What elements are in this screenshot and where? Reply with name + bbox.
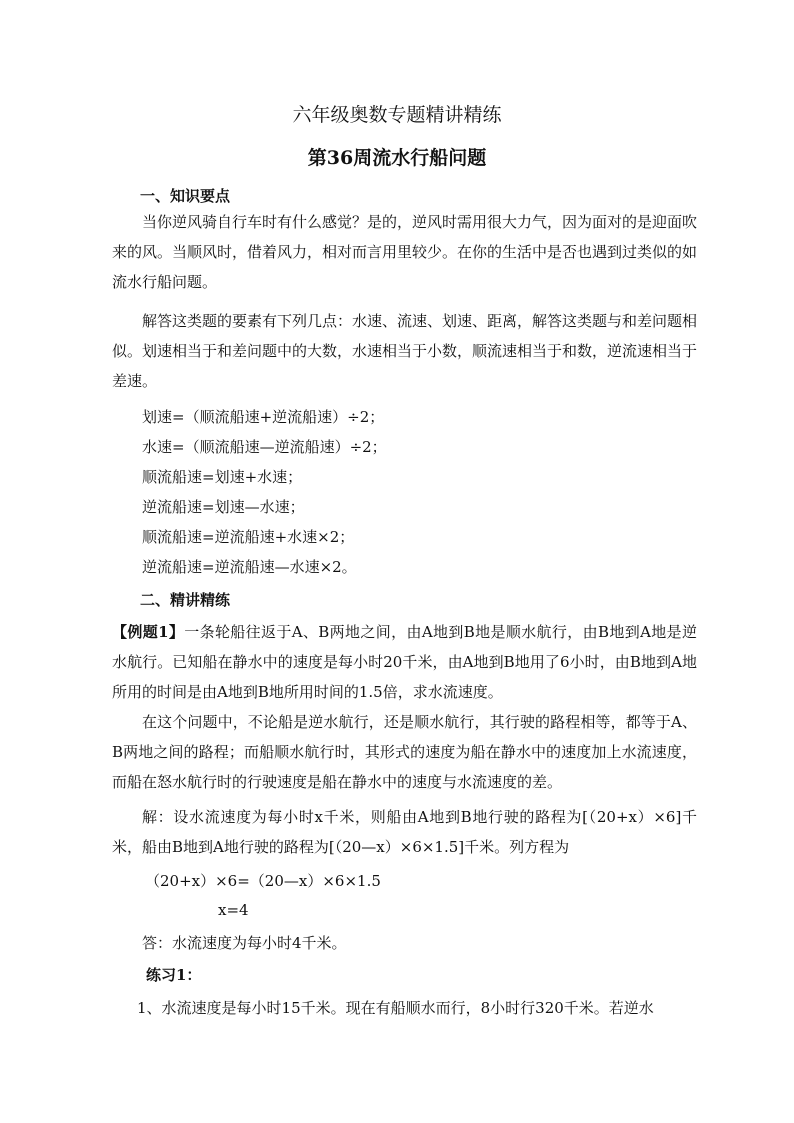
example-paragraph <box>112 617 697 707</box>
document-subtitle: 第36周流水行船问题 <box>307 147 487 169</box>
elements-text: 解答这类题的要素有下列几点：水速、流速、划速、距离，解答这类题与和差问题相似。划速相当于和差问题中的大数，水速相当于小数，顺流速相当于和数，逆流速相当于差速。 <box>112 312 698 390</box>
result-line: x=4 <box>218 901 249 919</box>
practice-label: 练习1： <box>146 966 202 984</box>
formula-line: 逆流船速=逆流船速—水速×2。 <box>142 558 357 576</box>
section-heading-knowledge: 一、知识要点 <box>140 187 231 205</box>
formula-line: 划速=（顺流船速+逆流船速）÷2； <box>142 408 385 426</box>
intro-paragraph <box>112 207 697 297</box>
answer-line: 答：水流速度为每小时4千米。 <box>142 934 347 952</box>
example-label: 【例题1】 <box>112 623 185 641</box>
formula-line: 顺流船速=逆流船速+水速×2； <box>142 528 355 546</box>
example-text: 一条轮船往返于A、B两地之间，由A地到B地是顺水航行，由B地到A地是逆水航行。已知船在静水中的速度是每小时20千米，由A地到B地用了6小时，由B地到A地所用的时间是由A地到B地所用时间的1.5倍，求水流速度。 <box>112 623 697 701</box>
solution-text: 解：设水流速度为每小时x千米，则船由A地到B地行驶的路程为[（20+x）×6]千米，船由B地到A地行驶的路程为[（20—x）×6×1.5]千米。列方程为 <box>112 808 697 856</box>
formula-line: 逆流船速=划速—水速； <box>142 498 305 516</box>
analysis-paragraph <box>112 707 697 797</box>
formula-line: 顺流船速=划速+水速； <box>142 468 303 486</box>
equation-line: （20+x）×6=（20—x）×6×1.5 <box>145 872 381 890</box>
document-title: 六年级奥数专题精讲精练 <box>292 104 502 126</box>
practice-item: 1、水流速度是每小时15千米。现在有船顺水而行，8小时行320千米。若逆水 <box>137 999 654 1017</box>
section-heading-practice: 二、精讲精练 <box>140 591 231 609</box>
intro-text: 当你逆风骑自行车时有什么感觉？是的，逆风时需用很大力气，因为面对的是迎面吹来的风。当顺风时，借着风力，相对而言用里较少。在你的生活中是否也遇到过类似的如流水行船问题。 <box>112 213 698 291</box>
solution-paragraph <box>112 802 697 862</box>
elements-paragraph <box>112 306 697 396</box>
analysis-text: 在这个问题中，不论船是逆水航行，还是顺水航行，其行驶的路程相等，都等于A、B两地之间的路程；而船顺水航行时，其形式的速度为船在静水中的速度加上水流速度，而船在怒水航行时的行驶速度是船在静水中的速度与水流速度的差。 <box>112 713 697 791</box>
formula-line: 水速=（顺流船速—逆流船速）÷2； <box>142 438 387 456</box>
